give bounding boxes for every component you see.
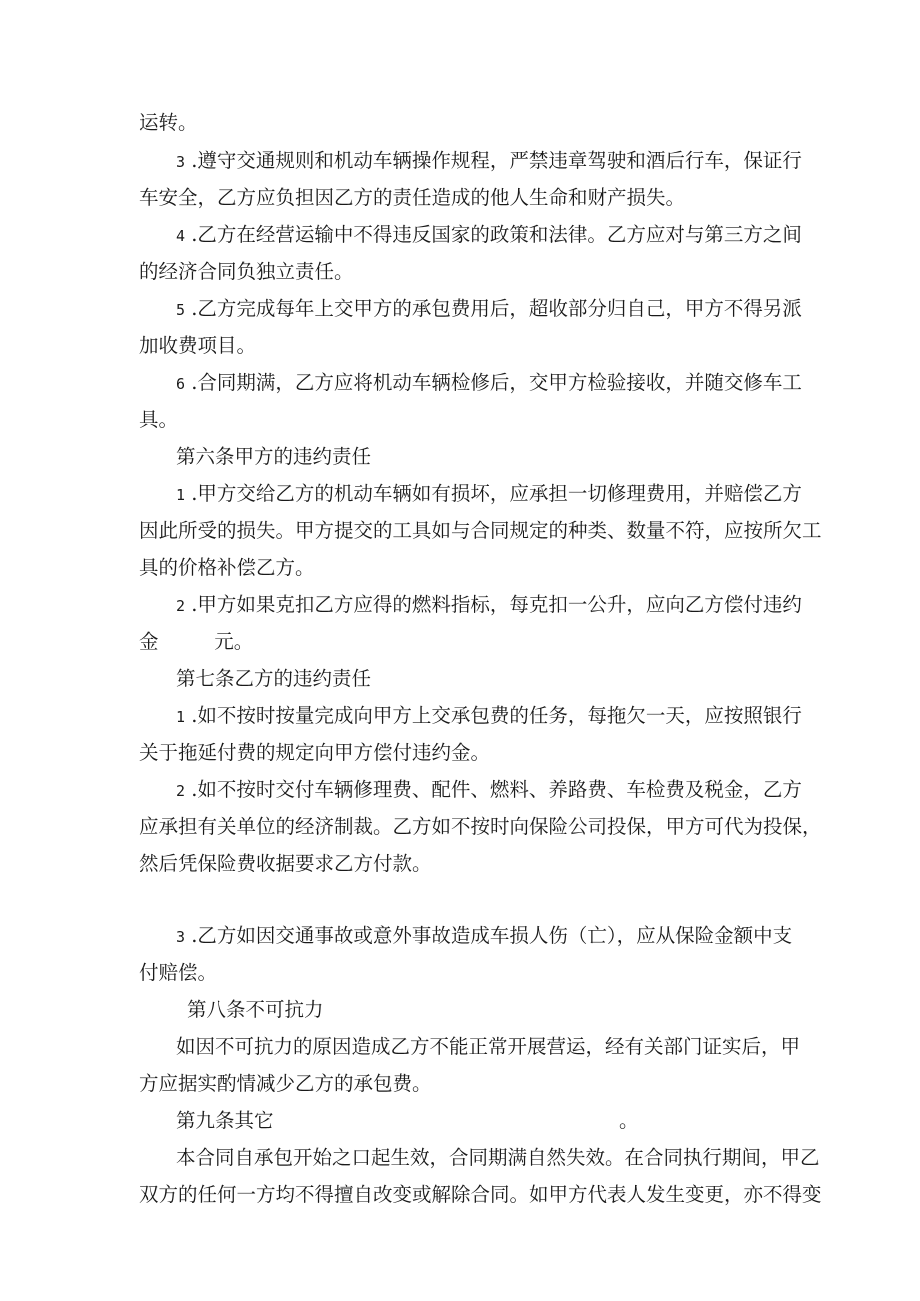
ln-22 [139,961,217,985]
line-text: 方应据实酌情减少乙方的承包费。 [139,1072,432,1095]
line-text: .甲方交给乙方的机动车辆如有损坏，应承担一切修理费用，并赔偿乙方 [191,482,802,505]
line-text: 运转。 [139,111,198,134]
line-text: 的经济合同负独立责任。 [139,260,354,283]
ln-21 [176,924,792,949]
section-heading: 第八条不可抗力 [187,998,324,1021]
ln-13 [176,593,802,618]
line-text: .乙方在经营运输中不得违反国家的政策和法律。乙方应对与第三方之间 [191,223,802,246]
line-text: 车安全，乙方应负担因乙方的责任造成的他人生命和财产损失。 [139,186,686,209]
line-text: .乙方完成每年上交甲方的承包费用后，超收部分归自己，甲方不得另派 [191,297,802,320]
line-text: .如不按时按量完成向甲方上交承包费的任务，每拖欠一天，应按照银行 [191,704,802,727]
item-number: 5 [176,301,186,319]
ln-23 [187,998,324,1022]
item-number: 1 [176,486,186,504]
ln-7 [176,371,802,396]
ln-15 [176,667,371,691]
ln-11 [139,519,822,543]
line-text: .遵守交通规则和机动车辆操作规程，严禁违章驾驶和酒后行车，保证行 [191,149,802,172]
line-text: 双方的任何一方均不得擅自改变或解除合同。如甲方代表人发生变更，亦不得变 [139,1183,822,1206]
ln-29 [139,1183,822,1207]
ln-0 [139,111,198,135]
ln-2 [139,186,685,210]
ln-4 [139,260,354,284]
line-text: 金 元。 [139,630,254,653]
line-text: 因此所受的损失。甲方提交的工具如与合同规定的种类、数量不符，应按所欠工 [139,519,822,542]
ln-17 [139,741,490,765]
line-text: .如不按时交付车辆修理费、配件、燃料、养路费、车检费及税金，乙方 [191,778,802,801]
ln-9 [176,445,371,469]
ln-14 [139,630,253,654]
line-text: 。 [619,1109,639,1132]
line-text: .甲方如果克扣乙方应得的燃料指标，每克扣一公升，应向乙方偿付违约 [191,593,802,616]
ln-6 [139,334,256,358]
ln-25 [139,1072,432,1096]
ln-8 [139,408,178,432]
line-text: 付赔偿。 [139,961,218,984]
ln-1 [176,149,802,174]
line-text: 应承担有关单位的经济制裁。乙方如不按时向保险公司投保，甲方可代为投保， [139,815,822,838]
ln-20 [139,852,432,876]
section-heading: 第九条其它 [176,1109,274,1132]
item-number: 2 [176,597,186,615]
item-number: 4 [176,227,186,245]
item-number: 1 [176,708,186,726]
line-text: 具的价格补偿乙方。 [139,556,315,579]
ln-27 [619,1109,639,1133]
line-text: 具。 [139,408,179,431]
item-number: 3 [176,153,186,171]
line-text: 然后凭保险费收据要求乙方付款。 [139,852,432,875]
ln-28 [176,1146,820,1170]
line-text: 如因不可抗力的原因造成乙方不能正常开展营运，经有关部门证实后，甲 [176,1035,801,1058]
section-heading: 第六条甲方的违约责任 [176,445,372,468]
item-number: 2 [176,782,186,800]
line-text: 加收费项目。 [139,334,257,357]
ln-12 [139,556,315,580]
ln-19 [139,815,822,839]
line-text: .乙方如因交通事故或意外事故造成车损人伤（亡），应从保险金额中支 [191,924,793,947]
ln-16 [176,704,802,729]
ln-24 [176,1035,800,1059]
ln-18 [176,778,802,803]
section-heading: 第七条乙方的违约责任 [176,667,372,690]
ln-10 [176,482,802,507]
ln-26 [176,1109,274,1133]
line-text: 本合同自承包开始之口起生效，合同期满自然失效。在合同执行期间，甲乙 [176,1146,820,1169]
ln-5 [176,297,802,322]
item-number: 3 [176,928,186,946]
item-number: 6 [176,375,186,393]
line-text: .合同期满，乙方应将机动车辆检修后，交甲方检验接收，并随交修车工 [191,371,802,394]
ln-3 [176,223,802,248]
line-text: 关于拖延付费的规定向甲方偿付违约金。 [139,741,491,764]
